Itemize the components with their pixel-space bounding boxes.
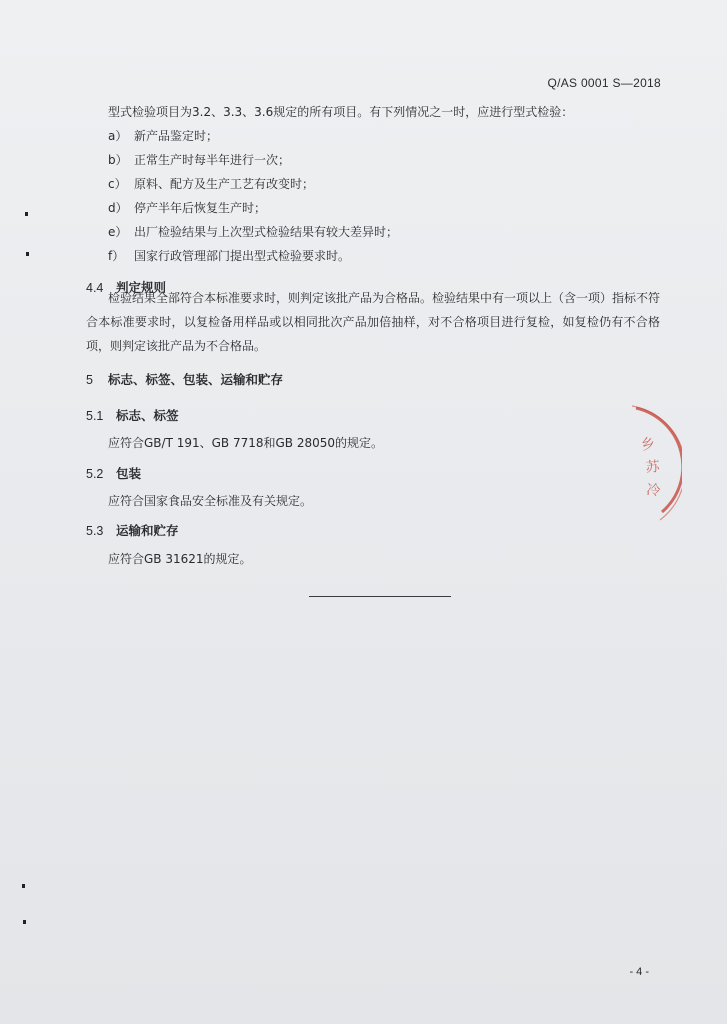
section-title: 包装 — [116, 466, 142, 481]
list-marker: a） — [108, 129, 128, 143]
list-marker: d） — [108, 201, 128, 215]
list-marker: f） — [108, 249, 125, 263]
end-rule — [309, 596, 451, 597]
list-text: 停产半年后恢复生产时； — [134, 201, 267, 215]
list-text: 新产品鉴定时； — [134, 129, 219, 143]
list-item — [108, 128, 218, 144]
list-text: 国家行政管理部门提出型式检验要求时。 — [134, 249, 351, 263]
section-title: 标志、标签、包装、运输和贮存 — [108, 372, 284, 387]
section-number: 5.2 — [86, 467, 104, 481]
scan-speck — [22, 884, 25, 888]
scan-speck — [23, 920, 26, 924]
list-item — [108, 200, 266, 216]
section-5-2-heading — [86, 466, 141, 482]
judgement-rules-text: 检验结果全部符合本标准要求时，则判定该批产品为合格品。检验结果中有一项以上（含一项）指标不符合本标准要求时，以复检备用样品或以相同批次产品加倍抽样，对不合格项目进行复检，如复检仍有不合格项，则判定该批产品为不合格品。 — [86, 291, 661, 353]
svg-text:冷: 冷 — [645, 482, 662, 500]
list-text: 原料、配方及生产工艺有改变时； — [134, 177, 315, 191]
list-marker: c） — [108, 177, 127, 191]
section-5-heading — [86, 372, 283, 388]
section-5-3-heading — [86, 523, 179, 539]
section-title: 运输和贮存 — [116, 523, 179, 538]
section-number: 5 — [86, 373, 93, 387]
scan-speck — [26, 252, 29, 256]
section-5-1-heading — [86, 408, 179, 424]
list-marker: e） — [108, 225, 128, 239]
section-title: 判定规则 — [116, 280, 167, 295]
section-number: 5.1 — [86, 409, 104, 423]
list-marker: b） — [108, 153, 128, 167]
section-number: 4.4 — [86, 281, 104, 295]
seal-icon — [606, 404, 682, 524]
list-item — [108, 176, 314, 192]
standard-code: Q/AS 0001 S—2018 — [547, 76, 661, 90]
section-5-1-text: 应符合GB/T 191、GB 7718和GB 28050的规定。 — [108, 436, 384, 450]
partial-red-seal — [606, 404, 682, 524]
scan-speck — [25, 212, 28, 216]
section-5-3-text: 应符合GB 31621的规定。 — [108, 552, 252, 566]
page-number: - 4 - — [629, 966, 649, 978]
list-text: 正常生产时每半年进行一次； — [134, 153, 291, 167]
list-item — [108, 152, 290, 168]
section-5-2-text: 应符合国家食品安全标准及有关规定。 — [108, 494, 313, 508]
list-item — [108, 224, 398, 240]
section-title: 标志、标签 — [116, 408, 179, 423]
section-number: 5.3 — [86, 524, 104, 538]
svg-text:苏: 苏 — [645, 459, 661, 476]
list-text: 出厂检验结果与上次型式检验结果有较大差异时； — [134, 225, 399, 239]
list-item — [108, 248, 350, 264]
type-test-intro: 型式检验项目为3.2、3.3、3.6规定的所有项目。有下列情况之一时，应进行型式检验： — [108, 105, 574, 119]
svg-text:乡: 乡 — [639, 435, 657, 454]
